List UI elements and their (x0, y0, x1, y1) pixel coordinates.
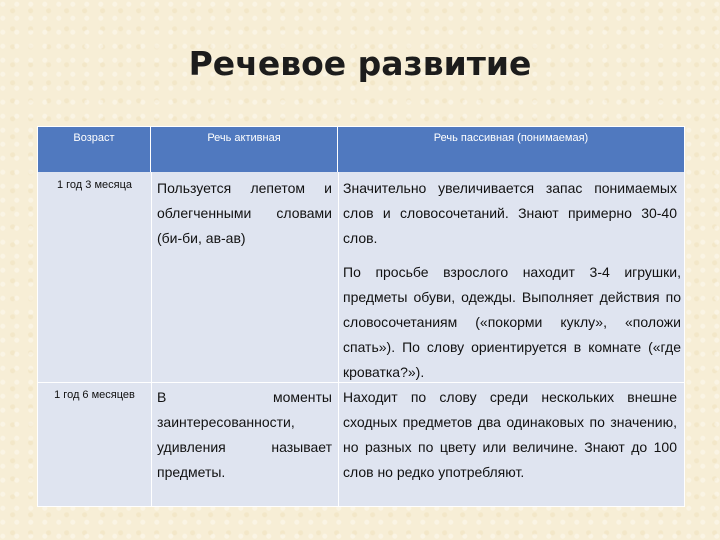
row-passive-speech: Значительно увеличивается запас понимаемых слов и словосочетаний. Знают примерно 30-40 слов. (343, 180, 677, 246)
development-table (37, 126, 685, 507)
header-passive-speech: Речь пассивная (понимаемая) (338, 127, 684, 172)
row-age: 1 год 3 месяца (56, 179, 133, 191)
row-active-speech: Пользуется лепетом и облегченными словами (би-би, ав-ав) (157, 180, 332, 246)
row-passive-speech: Находит по слову среди нескольких внешне сходных предметов два одинаковых по значению, но разных по цвету или величине. Знают до 100 слов но редко употребляют. (343, 389, 677, 480)
row-age: 1 год 6 месяцев (54, 389, 135, 401)
row-passive-speech-detail: По просьбе взрослого находит 3-4 игрушки, предметы обуви, одежды. Выполняет действия по словосочетаниям («покорми куклу», «положи спать»). По слову ориентируется в комнате («где кроватка?»). (343, 264, 681, 380)
header-active-speech: Речь активная (151, 127, 338, 172)
column-divider (151, 172, 152, 506)
column-divider (338, 172, 339, 506)
page-title: Речевое развитие (188, 44, 532, 83)
header-age: Возраст (38, 127, 151, 172)
row-active-speech: В моменты заинтересованности, удивления называет предметы. (157, 389, 332, 480)
